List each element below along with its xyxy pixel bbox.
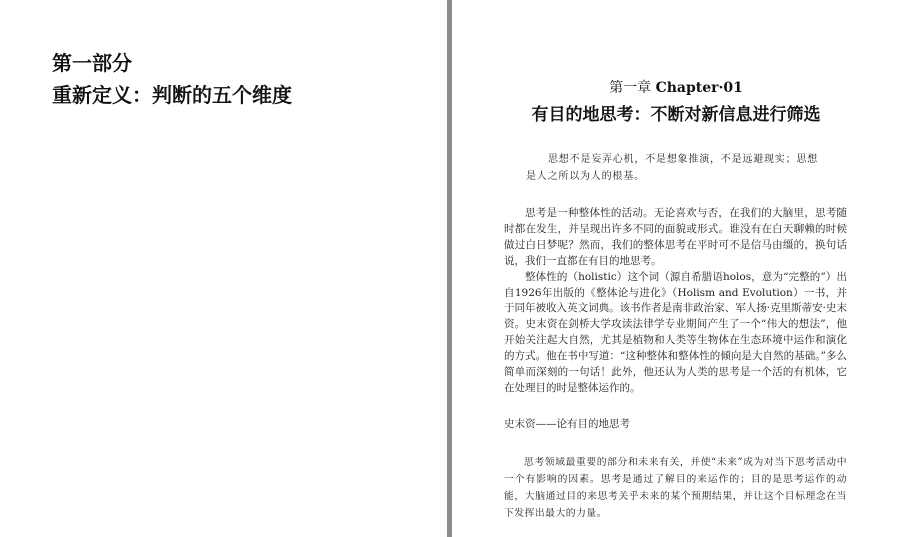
epigraph: 思想不是妄弄心机，不是想象推演，不是远避现实；思想是人之所以为人的根基。 — [526, 154, 818, 182]
block-quote: 思考领域最重要的部分和未来有关，并使“未来”成为对当下思考活动中一个有影响的因素。思考是通过了解目的来运作的；目的是思考运作的动能，大脑通过目的来思考关乎未来的某个预期结果，并让这个目标理念在当下发挥出最大的力量。 — [504, 457, 847, 519]
chapter-number-en: Chapter·01 — [655, 80, 743, 96]
chapter-number-cn: 第一章 — [609, 80, 656, 96]
part-title: 重新定义：判断的五个维度 — [52, 83, 292, 107]
chapter-title: 有目的地思考：不断对新信息进行筛选 — [531, 105, 821, 125]
section-heading: 史末资——论有目的地思考 — [504, 418, 630, 430]
chapter-number — [452, 78, 900, 98]
right-page — [452, 0, 900, 537]
body-text — [504, 206, 847, 397]
part-label: 第一部分 — [52, 51, 132, 75]
paragraph: 思考是一种整体性的活动。无论喜欢与否，在我们的大脑里，思考随时都在发生，并呈现出许多不同的面貌或形式。谁没有在白天聊赖的时候做过白日梦呢？然而，我们的整体思考在平时可不是信马由缰的，换句话说，我们一直都在有目的地思考。 — [504, 207, 847, 267]
paragraph: 整体性的（holistic）这个词（源自希腊语holos，意为“完整的”）出自1926年出版的《整体论与进化》（Holism and Evolution）一书，并于同年被收入英文词典。该书作者是南非政治家、军人扬·克里斯蒂安·史末资。史末资在剑桥大学攻读法律学专业期间产生了一个“伟大的想法”，他开始关注起大自然，尤其是植物和人类等生物体在生态环境中运作和演化的方式。他在书中写道：“这种整体和整体性的倾向是大自然的基础。”多么简单而深刻的一句话！此外，他还认为人类的思考是一个活的有机体，它在处理目的时是整体运作的。 — [504, 270, 847, 394]
left-page — [0, 0, 447, 537]
